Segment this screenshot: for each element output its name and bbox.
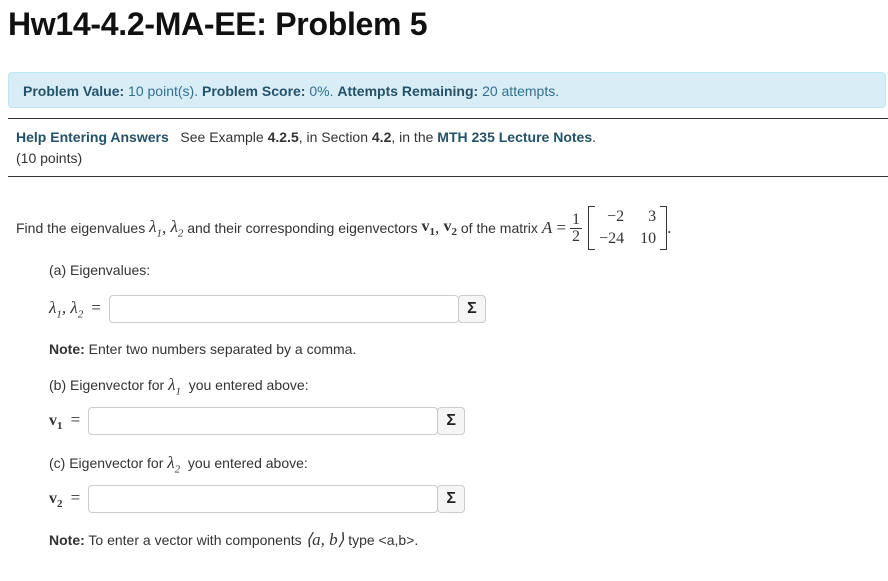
part-a-label: (a) Eigenvalues:: [49, 262, 151, 278]
v1-input[interactable]: [88, 407, 438, 435]
section-ref: 4.2: [371, 129, 392, 145]
fraction: $\frac{1}{2}$: [572, 210, 581, 245]
matrix-cell: −2: [607, 208, 625, 225]
value-text: 10 point(s).: [128, 83, 199, 99]
help-entering-answers-link[interactable]: Help Entering Answers: [16, 129, 169, 145]
v2-row: $v_2$ = Σ: [49, 485, 465, 513]
matrix-cell: −24: [599, 230, 625, 247]
equation-editor-button[interactable]: Σ: [458, 295, 486, 323]
help-text-2: , in Section: [298, 129, 368, 145]
v2-label: $v_2$: [49, 489, 63, 511]
lambda-1-label: $\lambda_1$: [49, 297, 62, 321]
matrix-cell: 3: [648, 208, 657, 225]
v1-label: $v_1$: [49, 411, 63, 433]
divider-top: [8, 118, 888, 119]
vector-v1: $v_1$: [421, 217, 435, 239]
example-ref: 4.2.5: [267, 129, 299, 145]
lambda-1: $\lambda_1$: [149, 216, 162, 240]
note-1: Note: Enter two numbers separated by a comma.: [49, 341, 357, 357]
help-text-3: , in the: [391, 129, 434, 145]
v2-input[interactable]: [88, 485, 438, 513]
help-section: [16, 129, 596, 166]
divider-bottom: [8, 176, 888, 177]
eigenvalues-row: $\lambda_1$, $\lambda_2$ = Σ: [49, 295, 486, 323]
lecture-notes-link[interactable]: MTH 235 Lecture Notes: [437, 129, 593, 145]
score-text: 0%.: [309, 83, 334, 99]
matrix-cell: 10: [640, 230, 657, 247]
part-b-label: (b) Eigenvector for $\lambda_1$ you entered above:: [49, 375, 309, 398]
equation-editor-button[interactable]: Σ: [437, 407, 465, 435]
eigenvalues-input[interactable]: [109, 295, 459, 323]
help-text-4: .: [592, 129, 596, 145]
part-c-label: (c) Eigenvector for $\lambda_2$ you entered above:: [49, 453, 308, 476]
matrix-A: [588, 206, 667, 250]
lambda-2: $\lambda_2$: [170, 216, 184, 240]
attempts-label: Attempts Remaining:: [337, 83, 479, 99]
equation-editor-button[interactable]: Σ: [437, 485, 465, 513]
vector-v2: $v_2$: [443, 217, 457, 239]
problem-text-2: and their corresponding eigenvectors: [187, 220, 418, 236]
problem-statement: Find the eigenvalues $\lambda_1$ , $\lambda_2$ and their corresponding eigenvectors $v_1$ , $v_2$ of the matrix A = $\frac{1}{2}$ −2 3 −24 10 .: [16, 198, 671, 258]
points-label: (10 points): [16, 150, 83, 166]
score-label: Problem Score:: [201, 83, 306, 99]
problem-status-bar: [8, 72, 886, 108]
problem-text-1: Find the eigenvalues: [16, 220, 146, 236]
value-label: Problem Value:: [23, 83, 125, 99]
problem-text-3: of the matrix: [460, 220, 538, 236]
v1-row: $v_1$ = Σ: [49, 407, 465, 435]
page-title: Hw14-4.2-MA-EE: Problem 5: [8, 6, 428, 42]
attempts-text: 20 attempts.: [482, 83, 560, 99]
help-text-1: See Example: [180, 129, 264, 145]
matrix-name: A: [541, 218, 553, 237]
vector-example: ⟨a, b⟩: [305, 530, 345, 549]
lambda-2-label: $\lambda_2$: [70, 297, 84, 321]
note-2: Note: To enter a vector with components ⟨a, b⟩ type <a,b>.: [49, 530, 419, 549]
